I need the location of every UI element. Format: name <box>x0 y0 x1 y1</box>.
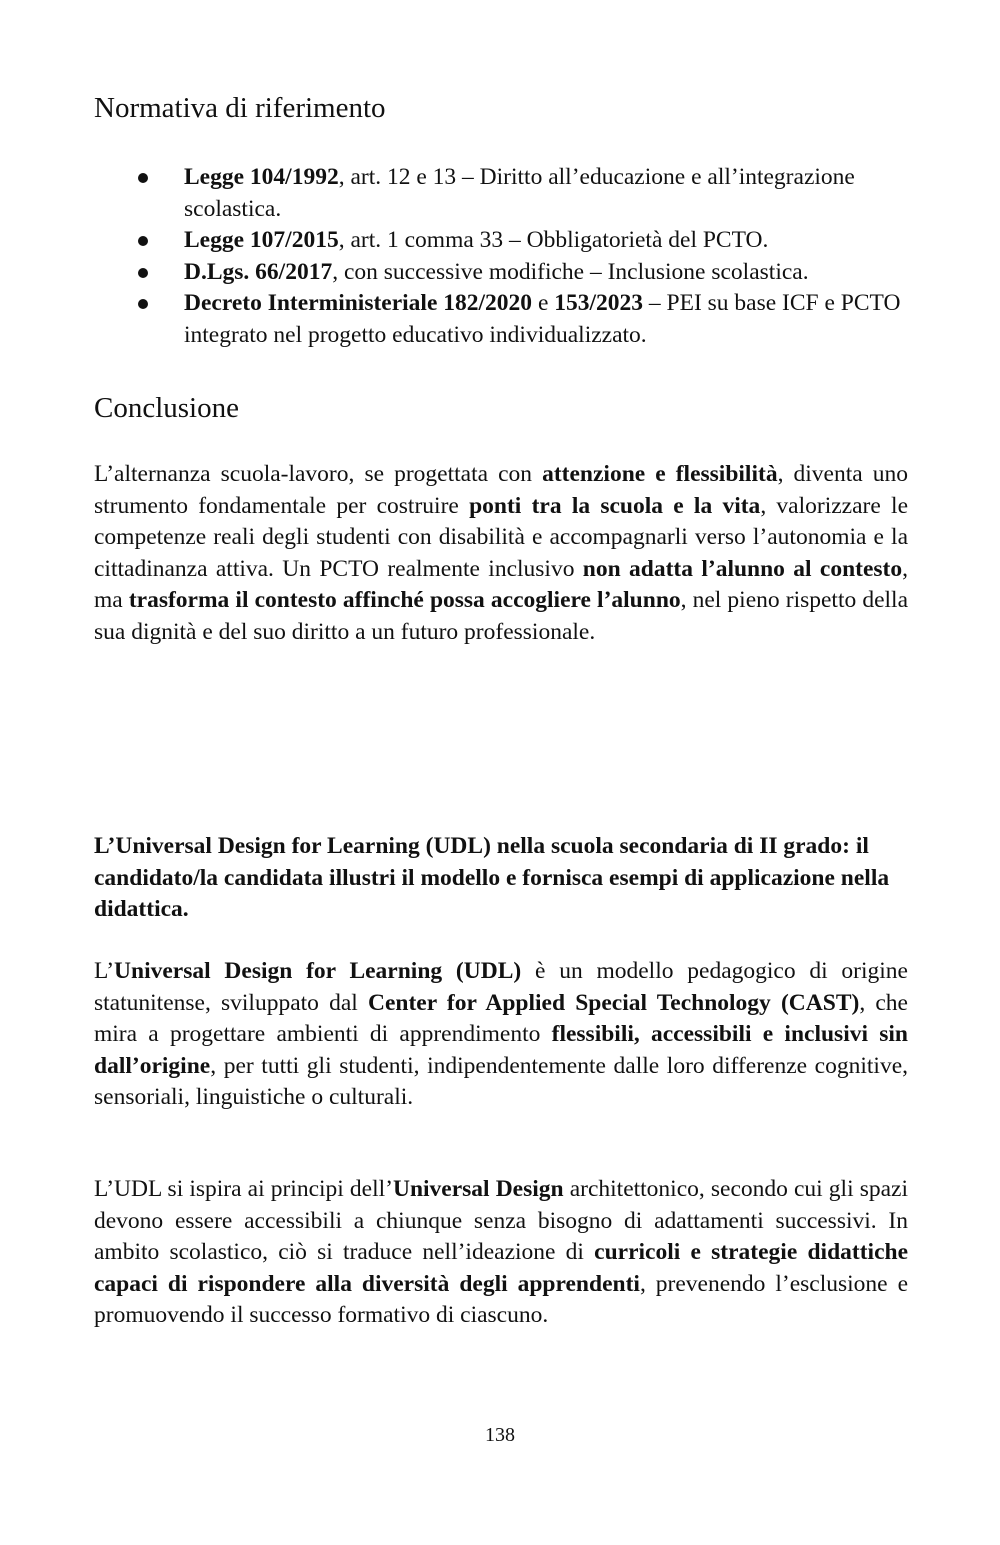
law-name: Legge 107/2015 <box>184 227 339 253</box>
udl-paragraph-1 <box>94 956 908 1114</box>
section-heading-conclusione: Conclusione <box>94 392 239 424</box>
body-text: , valorizzare le competenze reali degli studenti con disabilità e accompagnarli verso l’autonomia e la cittadinanza attiva. Un PCTO realmente inclusivo <box>94 492 908 582</box>
emphasis-text: flessibili, accessibili e inclusivi sin dall’origine <box>94 1021 908 1079</box>
udl-paragraph-2 <box>94 1174 908 1332</box>
law-connector: e <box>532 290 555 316</box>
body-text: è un modello pedagogico di origine statunitense, sviluppato dal <box>94 958 908 1016</box>
bullet-icon <box>138 173 148 183</box>
normativa-list <box>94 162 908 351</box>
bullet-icon <box>138 236 148 246</box>
bullet-icon <box>138 268 148 278</box>
exam-question: L’Universal Design for Learning (UDL) nella scuola secondaria di II grado: il candidato/la candidata illustri il modello e fornisca esempi di applicazione nella didattica. <box>94 833 890 922</box>
emphasis-text: Universal Design for Learning (UDL) <box>114 958 522 984</box>
list-item <box>94 288 908 351</box>
body-text: architettonico, secondo cui gli spazi devono essere accessibili a chiunque senza bisogno di adattamenti successivi. In ambito scolastico, ciò si traduce nell’ideazione di <box>94 1176 908 1265</box>
page-number: 138 <box>485 1424 515 1446</box>
law-name: 153/2023 <box>554 290 644 316</box>
law-description: – PEI su base ICF e PCTO integrato nel progetto educativo individualizzato. <box>184 290 901 348</box>
law-description: , con successive modifiche – Inclusione scolastica. <box>332 258 809 285</box>
emphasis-text: curricoli e strategie didattiche capaci di rispondere alla diversità degli apprendenti <box>94 1239 908 1297</box>
emphasis-text: Center for Applied Special Technology (CAST) <box>367 989 860 1016</box>
emphasis-text: non adatta l’alunno al contesto <box>582 555 903 582</box>
emphasis-text: Universal Design <box>392 1176 564 1202</box>
list-item <box>94 257 908 289</box>
law-name: D.Lgs. 66/2017 <box>184 258 333 285</box>
conclusione-paragraph <box>94 459 908 648</box>
law-name: Decreto Interministeriale 182/2020 <box>184 290 533 316</box>
body-text: , ma <box>94 555 908 613</box>
emphasis-text: trasforma il contesto affinché possa accogliere l’alunno <box>128 587 681 613</box>
list-item <box>94 162 908 225</box>
section-heading-normativa: Normativa di riferimento <box>94 92 386 124</box>
list-item <box>94 225 908 257</box>
body-text: , che mira a progettare ambienti di apprendimento <box>94 989 908 1047</box>
body-text: , nel pieno rispetto della sua dignità e del suo diritto a un futuro professionale. <box>94 587 909 645</box>
body-text: , diventa uno strumento fondamentale per costruire <box>94 461 908 519</box>
emphasis-text: ponti tra la scuola e la vita <box>469 492 761 519</box>
body-text: L’alternanza scuola-lavoro, se progettata con <box>94 461 543 487</box>
body-text: , prevenendo l’esclusione e promuovendo il successo formativo di ciascuno. <box>94 1270 909 1328</box>
law-name: Legge 104/1992 <box>184 164 339 190</box>
emphasis-text: attenzione e flessibilità <box>542 461 778 487</box>
law-description: , art. 12 e 13 – Diritto all’educazione e all’integrazione scolastica. <box>184 164 855 222</box>
body-text: L’UDL si ispira ai principi dell’ <box>94 1176 393 1202</box>
law-description: , art. 1 comma 33 – Obbligatorietà del PCTO. <box>338 227 769 253</box>
body-text: , per tutti gli studenti, indipendentemente dalle loro differenze cognitive, sensoriali, linguistiche o culturali. <box>94 1052 908 1110</box>
body-text: L’ <box>94 958 115 984</box>
bullet-icon <box>138 299 148 309</box>
